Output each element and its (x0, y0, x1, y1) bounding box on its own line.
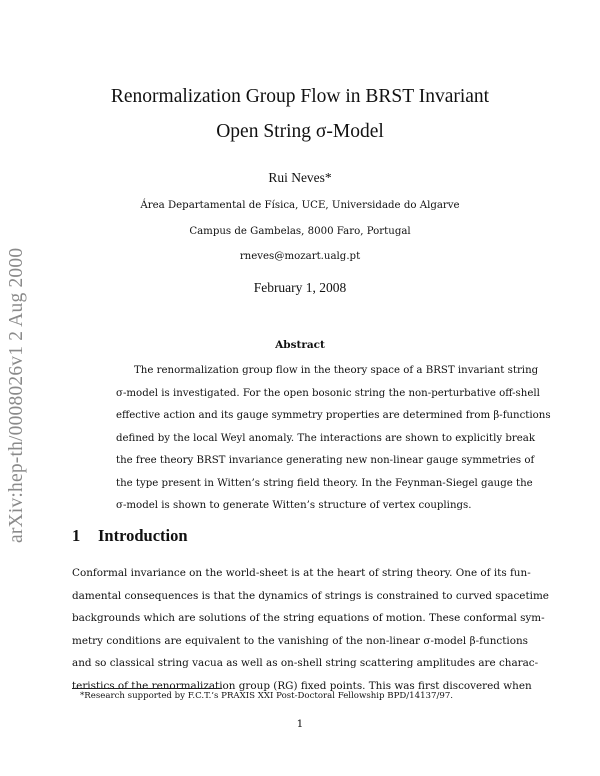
abstract-line: the type present in Witten’s string field theory. In the Feynman-Siegel gauge the (116, 477, 533, 489)
abstract-line: the free theory BRST invariance generating new non-linear gauge symmetries of (116, 455, 535, 466)
arxiv-identifier: arXiv:hep-th/0008026v1 2 Aug 2000 (6, 247, 27, 543)
body-line: and so classical string vacua as well as on-shell string scattering amplitudes are charac- (72, 657, 539, 669)
abstract-body (116, 360, 551, 518)
author-name: Rui Neves* (268, 170, 332, 185)
body-line: damental consequences is that the dynamics of strings is constrained to curved spacetime (72, 589, 549, 602)
body-line: metry conditions are equivalent to the vanishing of the non-linear σ-model β-functions (72, 634, 528, 647)
section-title: Introduction (98, 526, 188, 545)
abstract-line: σ-model is shown to generate Witten’s structure of vertex couplings. (116, 500, 472, 511)
affiliation-line-2: Campus de Gambelas, 8000 Faro, Portugal (189, 226, 411, 237)
footnote-rule (72, 688, 222, 689)
footnote: *Research supported by F.C.T.’s PRAXIS XXI Post-Doctoral Fellowship BPD/14137/97. (80, 691, 454, 701)
body-line: backgrounds which are solutions of the string equations of motion. These conformal sym- (72, 612, 545, 624)
section-body (72, 562, 549, 697)
abstract-line: σ-model is investigated. For the open bosonic string the non-perturbative off-shell (116, 387, 540, 399)
section-number: 1 (72, 526, 81, 545)
body-line: teristics of the renormalization group (RG) fixed points. This was first discovered when (72, 679, 532, 692)
page-number: 1 (296, 718, 304, 730)
title-line-2: Open String σ-Model (216, 121, 384, 142)
abstract-heading: Abstract (275, 339, 325, 351)
body-line: Conformal invariance on the world-sheet is at the heart of string theory. One of its fun- (72, 567, 531, 579)
title-line-1: Renormalization Group Flow in BRST Invariant (110, 86, 490, 107)
abstract-line: defined by the local Weyl anomaly. The interactions are shown to explicitly break (116, 432, 535, 444)
paper-date: February 1, 2008 (253, 280, 347, 295)
author-email: rneves@mozart.ualg.pt (239, 251, 361, 262)
abstract-line: effective action and its gauge symmetry properties are determined from β-functions (116, 410, 551, 421)
affiliation-line-1: Área Departamental de Física, UCE, Universidade do Algarve (140, 200, 460, 211)
abstract-line: The renormalization group flow in the theory space of a BRST invariant string (134, 365, 539, 376)
